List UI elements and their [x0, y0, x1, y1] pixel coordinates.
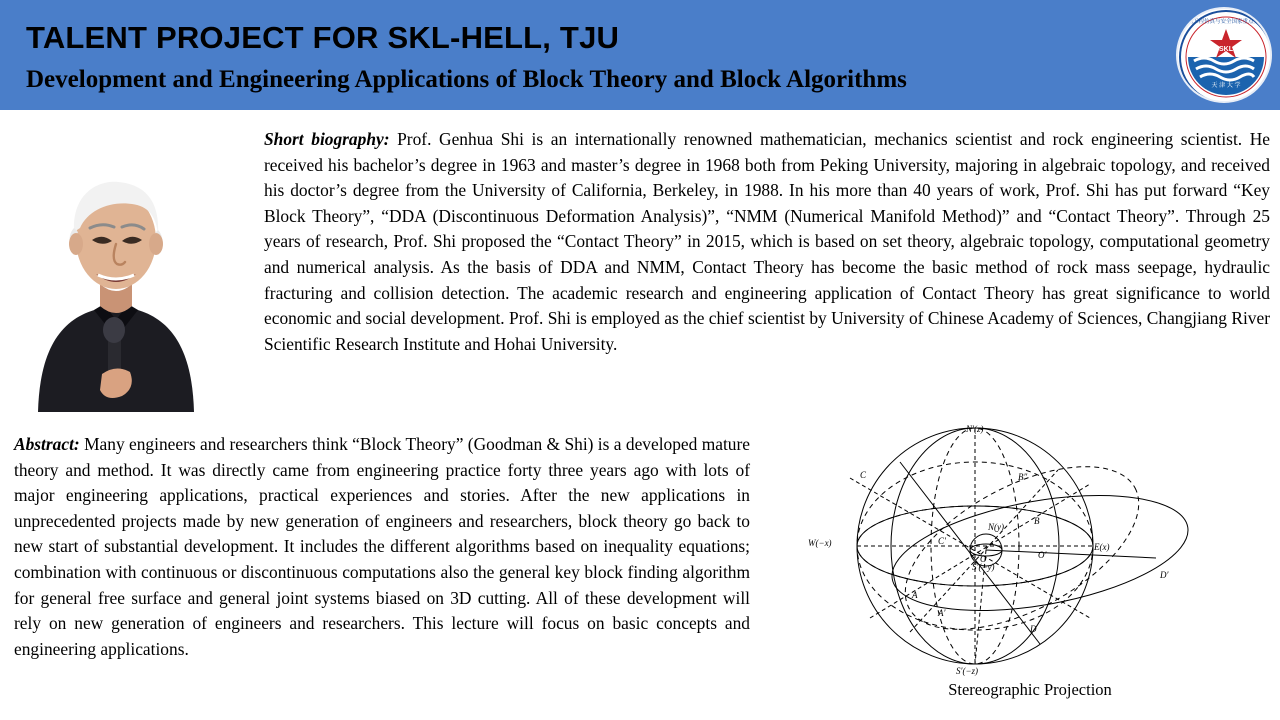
figure-label-a-prime: A′: [938, 608, 946, 618]
figure-label-b-prime: B″: [1018, 472, 1028, 482]
figure-label-east: E(x): [1094, 542, 1110, 552]
figure-label-west: W(−x): [808, 538, 832, 548]
figure-label-inner-north: N(y): [988, 522, 1004, 532]
stereographic-projection-figure: [790, 418, 1270, 708]
figure-label-o: O: [980, 554, 987, 564]
page-title: TALENT PROJECT FOR SKL-HELL, TJU: [26, 20, 620, 55]
svg-text:水利工程仿真与安全国家重点实验室: 水利工程仿真与安全国家重点实验室: [1181, 19, 1271, 25]
figure-label-c-prime: C′: [938, 536, 946, 546]
svg-text:天 津 大 学: 天 津 大 学: [1211, 83, 1241, 89]
figure-label-d-prime: D′: [1160, 570, 1169, 580]
abstract-paragraph: [14, 432, 750, 662]
page-subtitle: Development and Engineering Applications of Block Theory and Block Algorithms: [26, 66, 907, 93]
abstract-lead-label: Abstract:: [14, 434, 80, 454]
figure-label-a: A: [912, 590, 918, 600]
portrait-photo: [10, 124, 222, 412]
figure-caption: Stereographic Projection: [948, 680, 1112, 699]
figure-label-inner-south: S′(−y): [972, 562, 995, 572]
biography-paragraph: [264, 127, 1270, 357]
figure-label-b: B: [1034, 516, 1040, 526]
figure-label-o-prime: O′: [1038, 550, 1047, 560]
header-banner: [0, 0, 1280, 112]
stereographic-projection-diagram: [790, 418, 1270, 680]
biography-lead-label: Short biography:: [264, 129, 390, 149]
figure-label-c: C: [860, 470, 867, 480]
figure-label-d: D: [1030, 624, 1037, 634]
svg-text:SKL: SKL: [1219, 46, 1233, 53]
skl-hess-tju-logo: [1176, 7, 1272, 103]
figure-label-south: S′(−z): [956, 666, 979, 676]
biography-text: Prof. Genhua Shi is an internationally renowned mathematician, mechanics scientist and rock engineering scientist. He received his bachelor’s degree in 1963 and master’s degree in 1968 both from Peking University, majoring in algebraic topology, and received his doctor’s degree from the University of California, Berkeley, in 1988. In his more than 40 years of work, Prof. Shi has put forward “Key Block Theory”, “DDA (Discontinuous Deformation Analysis)”, “NMM (Numerical Manifold Method)” and “Contact Theory”. Through 25 years of research, Prof. Shi proposed the “Contact Theory” in 2015, which is based on set theory, algebraic topology, computational geometry and numerical analysis. As the basis of DDA and NMM, Contact Theory has become the basic method of rock mass seepage, hydraulic fracturing and collision detection. The academic research and engineering application of Contact Theory has great significance to world economic and social development. Prof. Shi is employed as the chief scientist by University of Chinese Academy of Sciences, Changjiang River Scientific Research Institute and Hohai University.: [264, 129, 1271, 354]
abstract-text: Many engineers and researchers think “Block Theory” (Goodman & Shi) is a developed mature theory and method. It was directly came from engineering practice forty three years ago with lots of major engineering applications, practical experiences and stories. After the new applications in unprecedented projects made by new generation of engineers and researchers, block theory go back to new start of substantial development. It includes the different algorithms based on inequality equations; combination with continuous or discontinuous computations also the general key block finding algorithm for general free surface and general joint systems biased on 3D cutting. All of these development will rely on new generation of engineers and researchers. This lecture will focus on basic concepts and engineering applications.: [14, 434, 750, 659]
figure-label-north: N′(z): [966, 424, 984, 434]
